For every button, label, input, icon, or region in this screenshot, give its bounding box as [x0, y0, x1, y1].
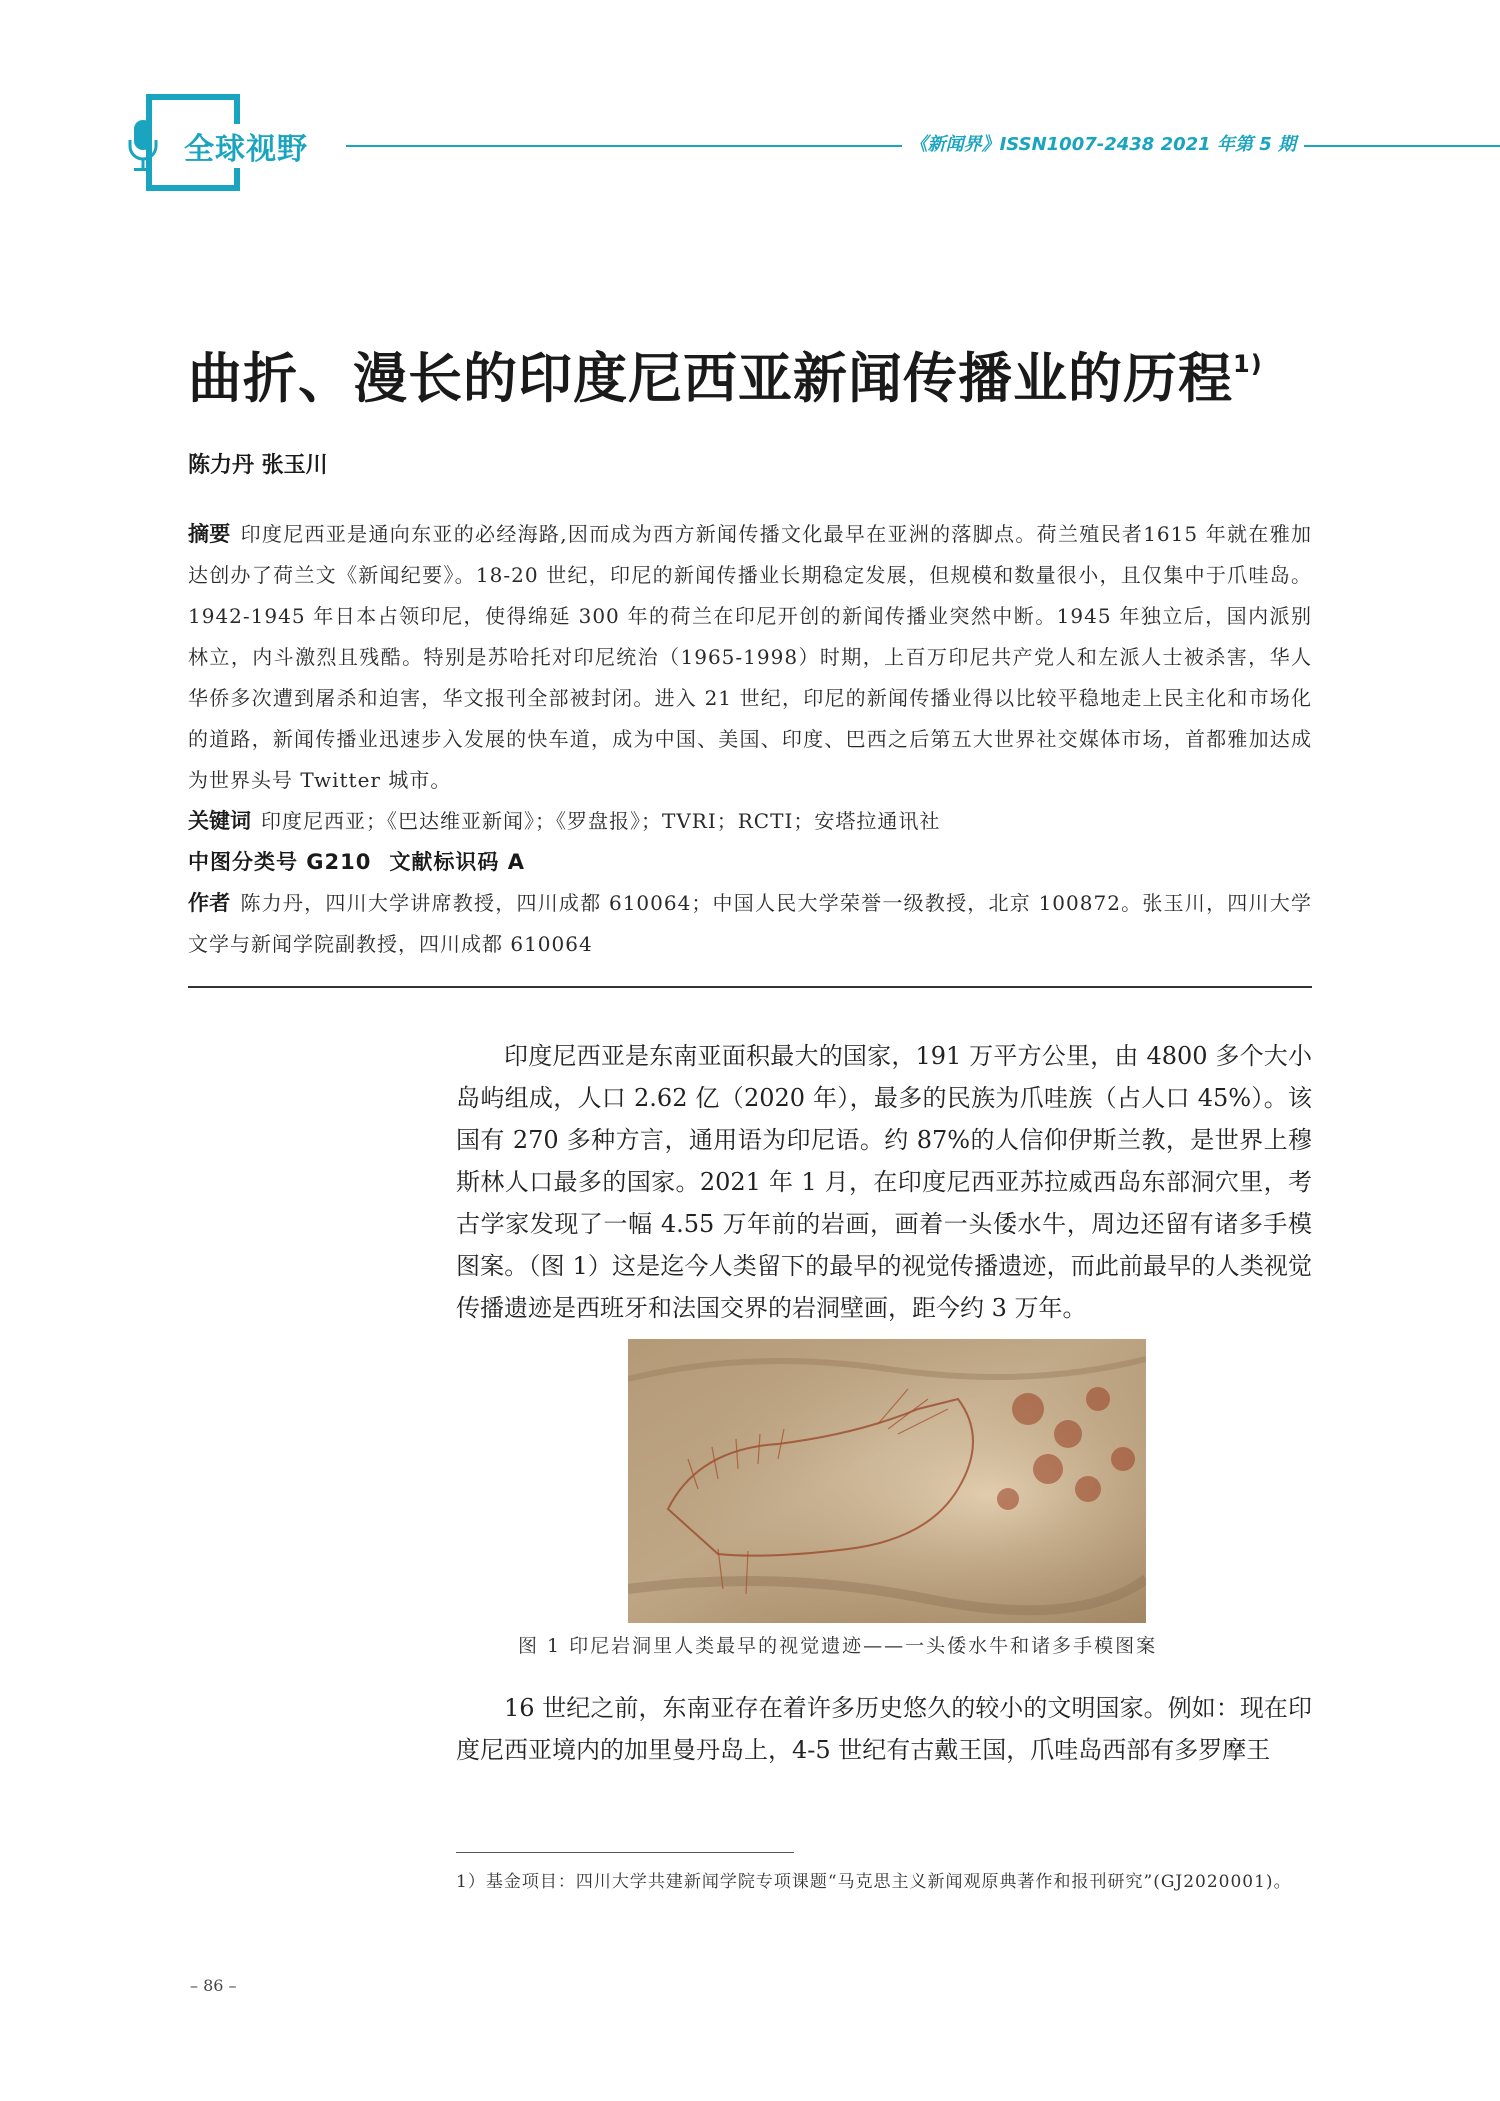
journal-info: 《新闻界》ISSN1007-2438 2021 年第 5 期 — [902, 130, 1304, 156]
classification — [188, 842, 1312, 883]
article-authors: 陈力丹 张玉川 — [188, 453, 328, 478]
document-code: 文献标识码 A — [389, 850, 525, 874]
title-text: 曲折、漫长的印度尼西亚新闻传播业的历程 — [188, 347, 1233, 410]
author-info — [188, 883, 1312, 965]
figure-caption: 图 1 印尼岩洞里人类最早的视觉遗迹——一头倭水牛和诸多手模图案 — [518, 1635, 1158, 1657]
abstract-label: 摘要 — [188, 522, 231, 546]
abstract-text: 印度尼西亚是通向东亚的必经海路,因而成为西方新闻传播文化最早在亚洲的落脚点。荷兰殖民者1615 年就在雅加达创办了荷兰文《新闻纪要》。18-20 世纪，印尼的新闻传播业长期稳定发展，但规模和数量很小，且仅集中于爪哇岛。1942-1945 年日本占领印尼，使得绵延 300 年的荷兰在印尼开创的新闻传播业突然中断。1945 年独立后，国内派别林立，内斗激烈且残酷。特别是苏哈托对印尼统治（1965-1998）时期，上百万印尼共产党人和左派人士被杀害，华人华侨多次遭到屠杀和迫害，华文报刊全部被封闭。进入 21 世纪，印尼的新闻传播业得以比较平稳地走上民主化和市场化的道路，新闻传播业迅速步入发展的快车道，成为中国、美国、印度、巴西之后第五大世界社交媒体市场，首都雅加达成为世界头号 Twitter 城市。 — [188, 522, 1312, 792]
author-info-label: 作者 — [188, 891, 231, 915]
abstract — [188, 514, 1312, 801]
footnote-divider — [456, 1852, 794, 1853]
clc-number: 中图分类号 G210 — [188, 850, 372, 874]
cave-painting-image — [628, 1339, 1146, 1623]
keywords — [188, 801, 1312, 842]
keywords-label: 关键词 — [188, 809, 251, 833]
article-title — [188, 336, 1263, 413]
footnote: 1）基金项目：四川大学共建新闻学院专项课题“马克思主义新闻观原典著作和报刊研究”(GJ2020001)。 — [456, 1872, 1292, 1892]
keywords-text: 印度尼西亚；《巴达维亚新闻》；《罗盘报》；TVRI；RCTI；安塔拉通讯社 — [261, 809, 941, 833]
title-footnote-mark: 1) — [1233, 350, 1263, 378]
page-number: – 86 – — [190, 1976, 237, 1995]
body-paragraph: 印度尼西亚是东南亚面积最大的国家，191 万平方公里，由 4800 多个大小岛屿组成，人口 2.62 亿（2020 年），最多的民族为爪哇族（占人口 45%）。该国有 270 多种方言，通用语为印尼语。约 87%的人信仰伊斯兰教，是世界上穆斯林人口最多的国家。2021 年 1 月，在印度尼西亚苏拉威西岛东部洞穴里，考古学家发现了一幅 4.55 万年前的岩画，画着一头倭水牛，周边还留有诸多手模图案。（图 1）这是迄今人类留下的最早的视觉传播遗迹，而此前最早的人类视觉传播遗迹是西班牙和法国交界的岩洞壁画，距今约 3 万年。 — [456, 1042, 1312, 1322]
abstract-divider — [188, 986, 1312, 988]
microphone-icon — [128, 118, 158, 174]
body-paragraph: 16 世纪之前，东南亚存在着许多历史悠久的较小的文明国家。例如：现在印度尼西亚境内的加里曼丹岛上，4-5 世纪有古戴王国，爪哇岛西部有多罗摩王 — [456, 1694, 1312, 1764]
section-label: 全球视野 — [180, 124, 312, 168]
author-info-text: 陈力丹，四川大学讲席教授，四川成都 610064；中国人民大学荣誉一级教授，北京 100872。张玉川，四川大学文学与新闻学院副教授，四川成都 610064 — [188, 891, 1312, 956]
